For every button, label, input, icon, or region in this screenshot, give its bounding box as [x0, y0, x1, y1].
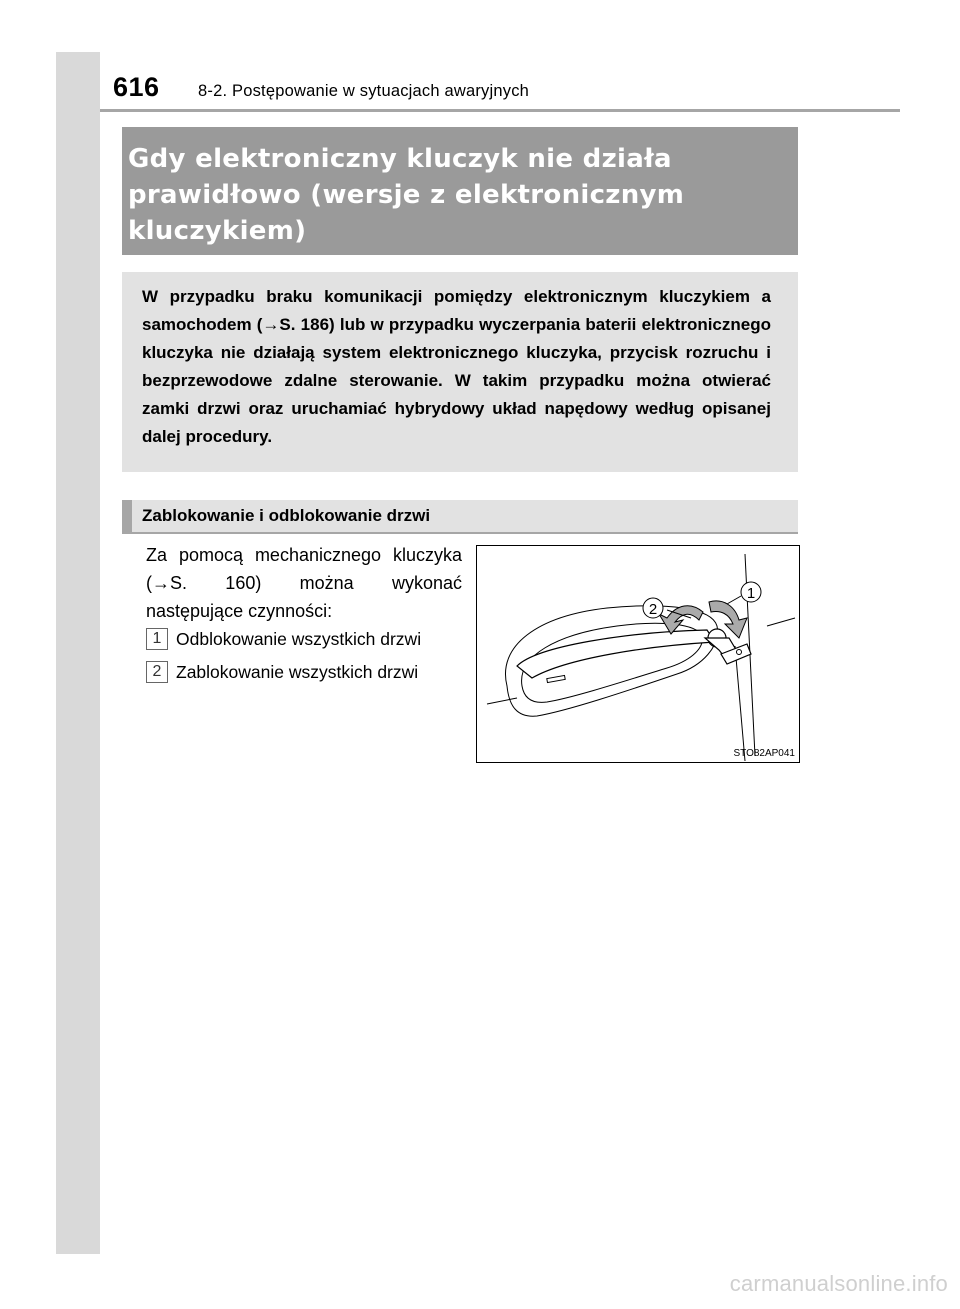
- step-text: Odblokowanie wszystkich drzwi: [176, 628, 422, 649]
- door-handle-drawing: [477, 546, 799, 762]
- header-rule: [100, 109, 900, 112]
- step-number-badge: 1: [146, 628, 168, 650]
- subsection-heading: [122, 500, 798, 534]
- intro-paragraph: W przypadku braku komunikacji pomiędzy elektronicznym kluczykiem a samochodem (→S. 186) lub w przypadku wyczerpania baterii elektronicznego kluczyka nie działają system elektronicznego kluczyka, przycisk rozruchu i bezprzewodowe zdalne sterowanie. W takim przypadku można otwierać zamki drzwi oraz uruchamiać hybrydowy układ napędowy według opisanej dalej procedury.: [142, 287, 771, 446]
- section-title-line: prawidłowo (wersje z elektronicznym: [128, 180, 685, 210]
- section-title-box: [122, 127, 798, 255]
- body-paragraph: Za pomocą mechanicznego kluczyka (→S. 160) można wykonać następujące czynności:: [146, 545, 462, 621]
- callout-label-2: 2: [648, 601, 658, 618]
- running-header: 8-2. Postępowanie w sytuacjach awaryjnych: [198, 82, 530, 100]
- callout-leader-1: [727, 596, 741, 604]
- section-title-line: Gdy elektroniczny kluczyk nie działa: [128, 144, 672, 174]
- step-list: [146, 624, 466, 690]
- step-item: [146, 624, 466, 654]
- body-crease-line: [767, 618, 795, 626]
- step-number-badge: 2: [146, 661, 168, 683]
- watermark: carmanualsonline.info: [729, 1271, 948, 1296]
- page-number: 616: [113, 72, 160, 102]
- section-title-line: kluczykiem): [128, 216, 307, 246]
- intro-box: [122, 272, 798, 472]
- figure-code: STO82AP041: [733, 748, 795, 759]
- subsection-title: Zablokowanie i odblokowanie drzwi: [142, 506, 431, 525]
- step-item: [146, 657, 466, 687]
- door-edge-line: [735, 646, 745, 761]
- step-text: Zablokowanie wszystkich drzwi: [176, 661, 419, 682]
- callout-label-1: 1: [746, 585, 756, 602]
- margin-thumb-band: [56, 52, 100, 1254]
- handle-slot: [547, 675, 565, 682]
- door-handle-illustration: [476, 545, 800, 763]
- body-crease-line: [487, 698, 517, 704]
